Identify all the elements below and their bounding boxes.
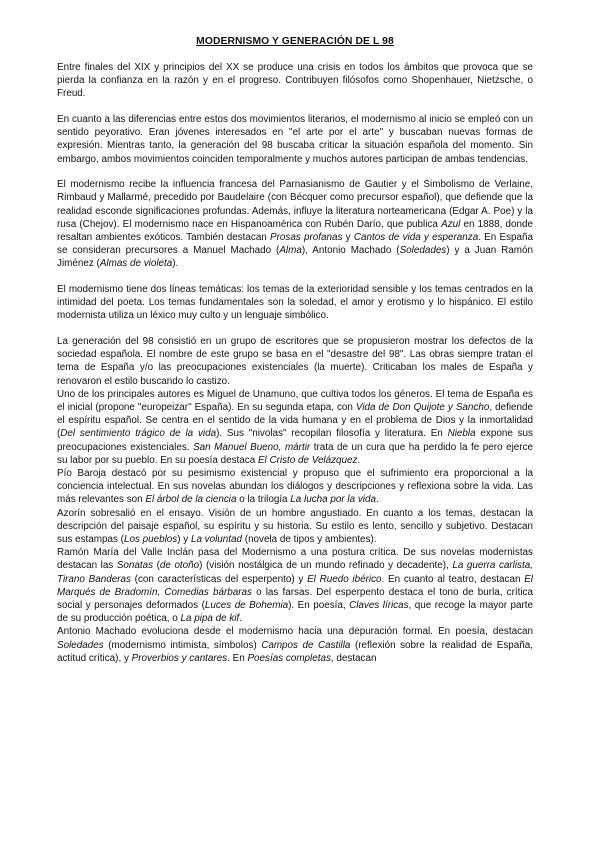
- paragraph: [57, 61, 533, 101]
- italic-title: El árbol de la ciencia: [145, 494, 237, 506]
- italic-title: San Manuel Bueno, mártir: [193, 441, 311, 453]
- text-run: , destacan: [330, 652, 377, 664]
- text-run: y: [342, 232, 354, 244]
- italic-title: Del sentimiento trágico de la vida: [60, 428, 217, 440]
- text-run: o la trilogía: [236, 494, 291, 506]
- text-run: La generación del 98 consistió en un grupo de escritores que se propusieron mostrar los defectos de la sociedad española. El nombre de este grupo se basa en el "desastre del 98". Las obras siempre tratan el tema de España y/o las preocupaciones existenciales (la muerte). Criticaban los males de España y renovaron el estilo buscando lo castizo.: [57, 336, 533, 387]
- text-run: .: [375, 494, 379, 506]
- italic-title: Campos de Castilla: [261, 639, 351, 651]
- text-run: ). En poesía,: [288, 600, 350, 612]
- text-run: ) y a Juan Ramón Jiménez (: [57, 245, 533, 270]
- text-run: . En: [227, 652, 248, 664]
- text-run: . En España se consideran precursores a Manuel Machado (: [57, 232, 533, 257]
- italic-title: Los pueblos: [123, 534, 178, 546]
- italic-title: Sonatas: [116, 560, 154, 572]
- text-run: (novela de tipos y ambientes).: [242, 534, 377, 546]
- italic-title: Soledades: [57, 639, 104, 651]
- text-run: expone sus preocupaciones existenciales.: [57, 428, 533, 453]
- italic-title: Cantos de vida y esperanza: [353, 232, 479, 244]
- document-page: [57, 36, 533, 665]
- text-run: (: [153, 560, 160, 572]
- text-run: . En cuanto al teatro, destacan: [381, 573, 525, 585]
- paragraph: [57, 625, 533, 665]
- text-run: (modernismo intimista, símbolos): [103, 639, 262, 651]
- italic-title: de otoño: [159, 560, 200, 572]
- text-run: Antonio Machado evoluciona desde el modernismo hacia una depuración formal. En poesía, destacan: [57, 626, 533, 638]
- italic-title: La pipa de kif: [180, 613, 240, 625]
- text-run: El modernismo recibe la influencia francesa del Parnasianismo de Gautier y el Simbolismo de Verlaine, Rimbaud y Mallarmé, precedido por Baudelaire (con Bécquer como precursor español), que defiende que la realidad esconde significaciones profundas. Además, influye la literatura norteamericana (Edgar A. Poe) y la rusa (Chejov). El modernismo nace en Hispanoamérica con Rubén Darío, que publica: [57, 179, 533, 230]
- italic-title: Soledades: [399, 245, 447, 257]
- text-run: Uno de los principales autores es Miguel de Unamuno, que cultiva todos los géneros. El tema de España es el inicial (propone "europeizar" España). En su segunda etapa, con: [57, 388, 533, 414]
- text-run: ).: [172, 258, 179, 270]
- text-run: (reflexión sobre la realidad de España, actitud crítica), y: [57, 639, 533, 664]
- italic-title: El Ruedo ibérico: [307, 573, 382, 585]
- document-body: [57, 61, 533, 665]
- text-run: (con características del esperpento) y: [130, 573, 308, 585]
- italic-title: Luces de Bohemia: [204, 600, 289, 612]
- text-run: ) (visión nostálgica de un mundo refinado y decadente),: [199, 560, 453, 572]
- text-run: ). Sus "nivolas" recopilan filosofía y literatura. En: [216, 428, 448, 440]
- italic-title: Poesías completas: [247, 652, 331, 664]
- italic-title: Niebla: [447, 428, 476, 440]
- italic-title: La lucha por la vida: [290, 494, 376, 506]
- italic-title: El Marqués de Bradomín, Comedias bárbaras: [57, 573, 533, 598]
- text-run: ), Antonio Machado (: [301, 245, 400, 257]
- paragraph: [57, 388, 533, 467]
- text-run: Azorín sobresalió en el ensayo. Visión de un hombre angustiado. En cuanto a los temas, destacan la descripción del paisaje español, su espíritu y su historia. Su estilo es lento, sencillo y subjetivo. Destacan sus estampas (: [57, 507, 533, 546]
- text-run: El modernismo tiene dos líneas temáticas: los temas de la exterioridad sensible y los temas centrados en la intimidad del poeta. Los temas fundamentales son la soledad, el amor y erotismo y lo hispánico. El estilo modernista utiliza un léxico muy culto y un lenguaje simbólico.: [57, 284, 533, 322]
- italic-title: El Cristo de Velázquez: [257, 454, 358, 466]
- paragraph: [57, 113, 533, 166]
- text-run: Entre finales del XIX y principios del XX se produce una crisis en todos los ámbitos que provoca que se pierda la confianza en la razón y en el progreso. Contribuyen filósofos como Shopenhauer, Nietzsche, o Freud.: [57, 62, 533, 100]
- italic-title: Proverbios y cantares: [131, 652, 228, 664]
- paragraph: [57, 507, 533, 547]
- paragraph: [57, 335, 533, 388]
- text-run: Pío Baroja destacó por su pesimismo existencial y propuso que el sufrimiento era proporcional a la conciencia intelectual. En sus novelas abundan los diálogos y descripciones y reflexiona sobre la vida. Las más relevantes son: [57, 468, 533, 506]
- italic-title: Vida de Don Quijote y Sancho: [355, 402, 490, 414]
- page-title: MODERNISMO Y GENERACIÓN DE L 98: [196, 36, 394, 47]
- paragraph: [57, 546, 533, 625]
- text-run: , que recoge la mayor parte de su producción poética, o: [57, 600, 534, 625]
- paragraph: [57, 178, 533, 270]
- italic-title: Alma: [279, 245, 302, 257]
- text-run: o las farsas. Del esperpento destaca el tono de burla, crítica social y personajes deformados (: [57, 586, 533, 612]
- text-run: .: [239, 613, 243, 625]
- text-run: .: [357, 454, 361, 466]
- italic-title: Claves líricas: [349, 600, 409, 612]
- text-run: Ramón María del Valle Inclán pasa del Modernismo a una postura crítica. De sus novelas modernistas destacan las: [57, 547, 533, 572]
- italic-title: Almas de violeta: [99, 258, 173, 270]
- text-run: trata de un cura que ha perdido la fe pero ejerce su labor por su pueblo. En su poesía destaca: [57, 441, 533, 466]
- italic-title: Prosas profanas: [270, 232, 343, 244]
- text-run: En cuanto a las diferencias entre estos dos movimientos literarios, el modernismo al inicio se empleó con un sentido peyorativo. Eran jóvenes interesados en "el arte por el arte" y buscaban nuevas formas de expresión. Mientras tanto, la generación del 98 buscaba criticar la situación española del momento. Sin embargo, ambos movimientos coinciden temporalmente y muchos autores participan de ambas tendencias.: [57, 114, 533, 165]
- text-run: , defiende el espíritu español. Se centra en el sentido de la vida humana y en el problema de Dios y la inmortalidad (: [57, 402, 533, 440]
- paragraph: [57, 283, 533, 323]
- text-run: ) y: [177, 534, 191, 546]
- text-run: en 1888, donde resaltan ambientes exóticos. También destacan: [57, 218, 533, 244]
- italic-title: La guerra carlista, Tirano Banderas: [57, 560, 533, 585]
- italic-title: Azul: [441, 218, 461, 230]
- paragraph: [57, 467, 533, 507]
- italic-title: La voluntad: [190, 534, 243, 546]
